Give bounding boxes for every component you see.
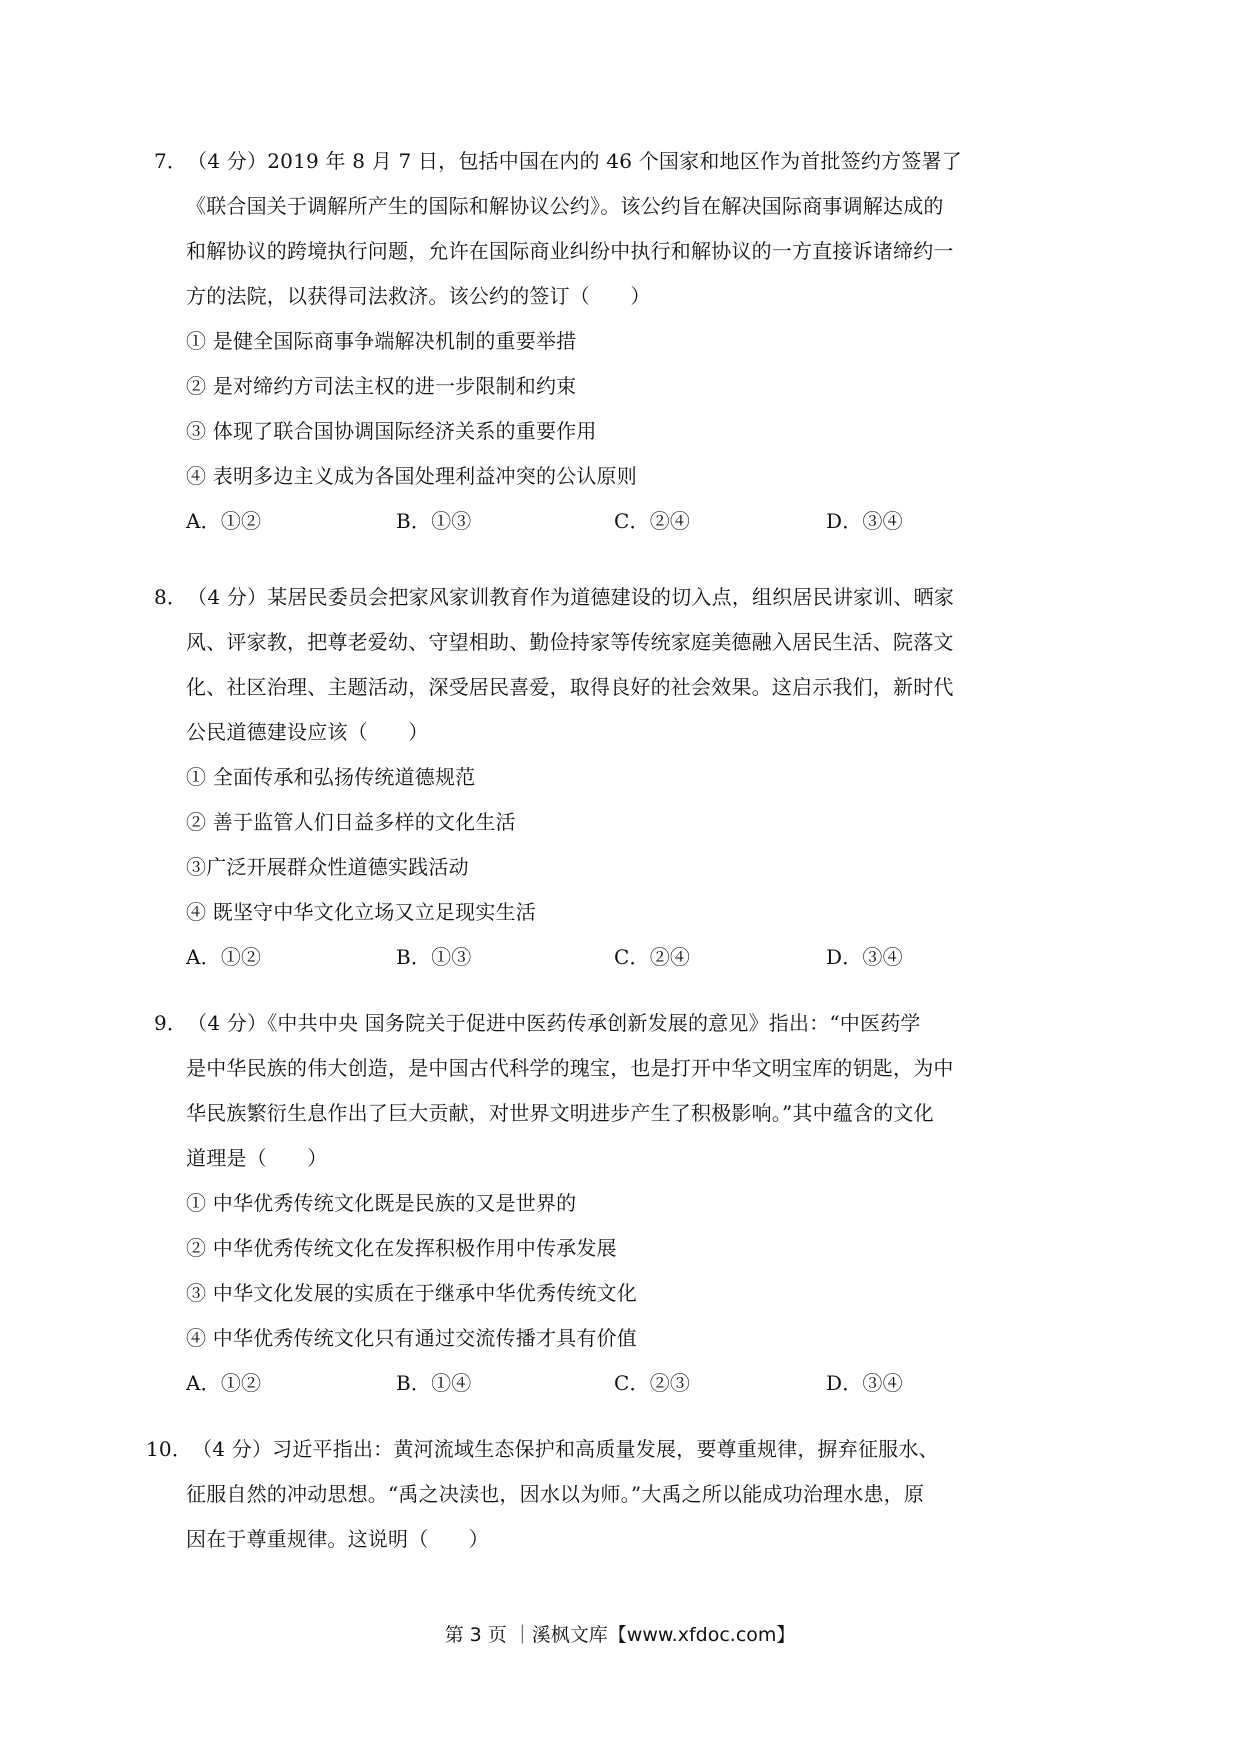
page-footer: 第 3 页 ｜溪枫文库【www.xfdoc.com】 — [444, 1624, 796, 1646]
question-10 — [146, 1427, 1056, 1562]
statement-4: ④ 表明多边主义成为各国处理利益冲突的公认原则 — [186, 464, 637, 488]
question-number: 7． — [154, 149, 188, 173]
question-stem-line: 化、社区治理、主题活动，深受居民喜爱，取得良好的社会效果。这启示我们，新时代 — [186, 675, 954, 699]
question-stem-line — [146, 1427, 1056, 1472]
statement-1: ① 全面传承和弘扬传统道德规范 — [186, 765, 476, 789]
statement-2: ② 是对缔约方司法主权的进一步限制和约束 — [186, 374, 577, 398]
option-d[interactable]: D．③④ — [826, 945, 903, 969]
question-number: 10． — [146, 1437, 193, 1461]
statement-2: ② 中华优秀传统文化在发挥积极作用中传承发展 — [186, 1236, 617, 1260]
option-a[interactable]: A．①② — [186, 945, 262, 969]
answer-options — [186, 1361, 1056, 1406]
question-stem-line: 华民族繁衍生息作出了巨大贡献，对世界文明进步产生了积极影响。”其中蕴含的文化 — [186, 1101, 934, 1125]
question-score: （4 分） — [187, 585, 268, 609]
statement-1: ① 中华优秀传统文化既是民族的又是世界的 — [186, 1191, 577, 1215]
statement-4: ④ 中华优秀传统文化只有通过交流传播才具有价值 — [186, 1326, 637, 1350]
question-number: 9． — [154, 1011, 188, 1035]
statement-3: ③ 体现了联合国协调国际经济关系的重要作用 — [186, 419, 597, 443]
statement-3: ③ 中华文化发展的实质在于继承中华优秀传统文化 — [186, 1281, 637, 1305]
question-9 — [154, 1001, 1056, 1406]
question-stem-line — [154, 139, 1056, 184]
question-stem-line — [154, 575, 1056, 620]
stem-text: 《中共中央 国务院关于促进中医药传承创新发展的意见》指出：“中医药学 — [267, 1011, 921, 1035]
stem-text: 2019 年 8 月 7 日，包括中国在内的 46 个国家和地区作为首批签约方签署了 — [267, 149, 962, 173]
option-b[interactable]: B．①③ — [396, 509, 472, 533]
question-8 — [154, 575, 1056, 980]
option-c[interactable]: C．②④ — [614, 945, 691, 969]
option-a[interactable]: A．①② — [186, 1371, 262, 1395]
option-b[interactable]: B．①③ — [396, 945, 472, 969]
question-7 — [154, 139, 1056, 544]
question-stem-line: 《联合国关于调解所产生的国际和解协议公约》。该公约旨在解决国际商事调解达成的 — [186, 194, 944, 218]
answer-options — [186, 935, 1056, 980]
option-a[interactable]: A．①② — [186, 509, 262, 533]
question-stem-line: 公民道德建设应该（ ） — [186, 720, 429, 744]
question-stem-line: 风、评家教，把尊老爱幼、守望相助、勤俭持家等传统家庭美德融入居民生活、院落文 — [186, 630, 954, 654]
question-number: 8． — [154, 585, 188, 609]
option-b[interactable]: B．①④ — [396, 1371, 472, 1395]
question-stem-line: 因在于尊重规律。这说明（ ） — [186, 1527, 489, 1551]
question-stem-line: 和解协议的跨境执行问题，允许在国际商业纠纷中执行和解协议的一方直接诉诸缔约一 — [186, 239, 954, 263]
question-stem-line: 征服自然的冲动思想。“禹之决渎也，因水以为师。”大禹之所以能成功治理水患，原 — [186, 1482, 925, 1506]
option-c[interactable]: C．②④ — [614, 509, 691, 533]
statement-2: ② 善于监管人们日益多样的文化生活 — [186, 810, 516, 834]
question-stem-line: 方的法院，以获得司法救济。该公约的签订（ ） — [186, 284, 651, 308]
question-stem-line: 道理是（ ） — [186, 1146, 328, 1170]
question-score: （4 分） — [192, 1437, 273, 1461]
question-score: （4 分） — [187, 149, 268, 173]
stem-text: 习近平指出：黄河流域生态保护和高质量发展，要尊重规律，摒弃征服水、 — [272, 1437, 939, 1461]
question-score: （4 分） — [187, 1011, 268, 1035]
stem-text: 某居民委员会把家风家训教育作为道德建设的切入点，组织居民讲家训、晒家 — [267, 585, 955, 609]
statement-4: ④ 既坚守中华文化立场又立足现实生活 — [186, 900, 536, 924]
question-stem-line: 是中华民族的伟大创造，是中国古代科学的瑰宝，也是打开中华文明宝库的钥匙，为中 — [186, 1056, 954, 1080]
answer-options — [186, 499, 1056, 544]
option-d[interactable]: D．③④ — [826, 1371, 903, 1395]
statement-3: ③广泛开展群众性道德实践活动 — [186, 855, 469, 879]
option-c[interactable]: C．②③ — [614, 1371, 691, 1395]
statement-1: ① 是健全国际商事争端解决机制的重要举措 — [186, 329, 577, 353]
option-d[interactable]: D．③④ — [826, 509, 903, 533]
question-stem-line — [154, 1001, 1056, 1046]
